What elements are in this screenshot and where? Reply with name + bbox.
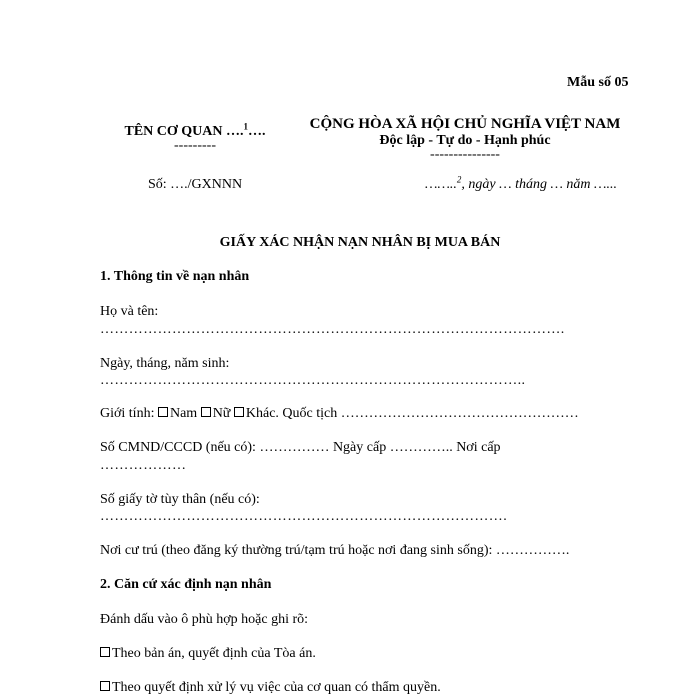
other-checkbox[interactable] (234, 407, 244, 417)
id-card-place-field[interactable]: ……………… (100, 458, 187, 473)
gender-label: Giới tính: (100, 406, 155, 421)
id-paper-label: Số giấy tờ tùy thân (nếu có): (100, 492, 260, 507)
section1-heading: 1. Thông tin về nạn nhân (100, 269, 250, 284)
agency-name: TÊN CƠ QUAN ….$^1$…. (124, 121, 266, 139)
footnote-2: 2 (456, 174, 462, 185)
motto-rule: --------------- (430, 147, 500, 162)
footnote-1: 1 (243, 121, 248, 132)
full-name-field[interactable]: ……………………………………………………………………………………. (100, 322, 565, 337)
other-nationality-label: Khác. Quốc tịch …………………………………………… (245, 406, 579, 421)
option-authority-decision (100, 680, 441, 696)
court-judgment-label: Theo bản án, quyết định của Tòa án. (112, 646, 316, 661)
authority-decision-label: Theo quyết định xử lý vụ việc của cơ quan có thẩm quyền. (112, 680, 441, 695)
motto: Độc lập - Tự do - Hạnh phúc (379, 133, 551, 148)
agency-rule: --------- (174, 138, 216, 153)
form-number: Mẫu số 05 (567, 75, 629, 90)
female-label: Nữ (212, 406, 231, 421)
document-number: Số: …./GXNNN (147, 177, 243, 192)
document-title: GIẤY XÁC NHẬN NẠN NHÂN BỊ MUA BÁN (219, 235, 501, 250)
male-checkbox[interactable] (158, 407, 168, 417)
id-paper-field[interactable]: …………………………………………………………………………. (100, 509, 508, 524)
instruction-text: Đánh dấu vào ô phù hợp hoặc ghi rõ: (100, 612, 309, 627)
id-card-line: Số CMND/CCCD (nếu có): …………… Ngày cấp ………….. Nơi cấp (100, 440, 501, 455)
gender-row (100, 406, 579, 422)
full-name-label: Họ và tên: (100, 304, 159, 319)
authority-decision-checkbox[interactable] (100, 681, 110, 691)
male-label: Nam (169, 406, 198, 421)
dob-field[interactable]: …………………………………………………………………………….. (100, 373, 526, 388)
place-date: ……..$^2$, ngày … tháng … năm …... (425, 174, 617, 192)
residence-line: Nơi cư trú (theo đăng ký thường trú/tạm trú hoặc nơi đang sinh sống): ……………. (100, 543, 570, 558)
nation-title: CỘNG HÒA XÃ HỘI CHỦ NGHĨA VIỆT NAM (309, 116, 621, 132)
dob-label: Ngày, tháng, năm sinh: (100, 356, 230, 371)
female-checkbox[interactable] (201, 407, 211, 417)
section2-heading: 2. Căn cứ xác định nạn nhân (100, 577, 272, 592)
court-judgment-checkbox[interactable] (100, 647, 110, 657)
option-court-judgment (100, 646, 316, 662)
